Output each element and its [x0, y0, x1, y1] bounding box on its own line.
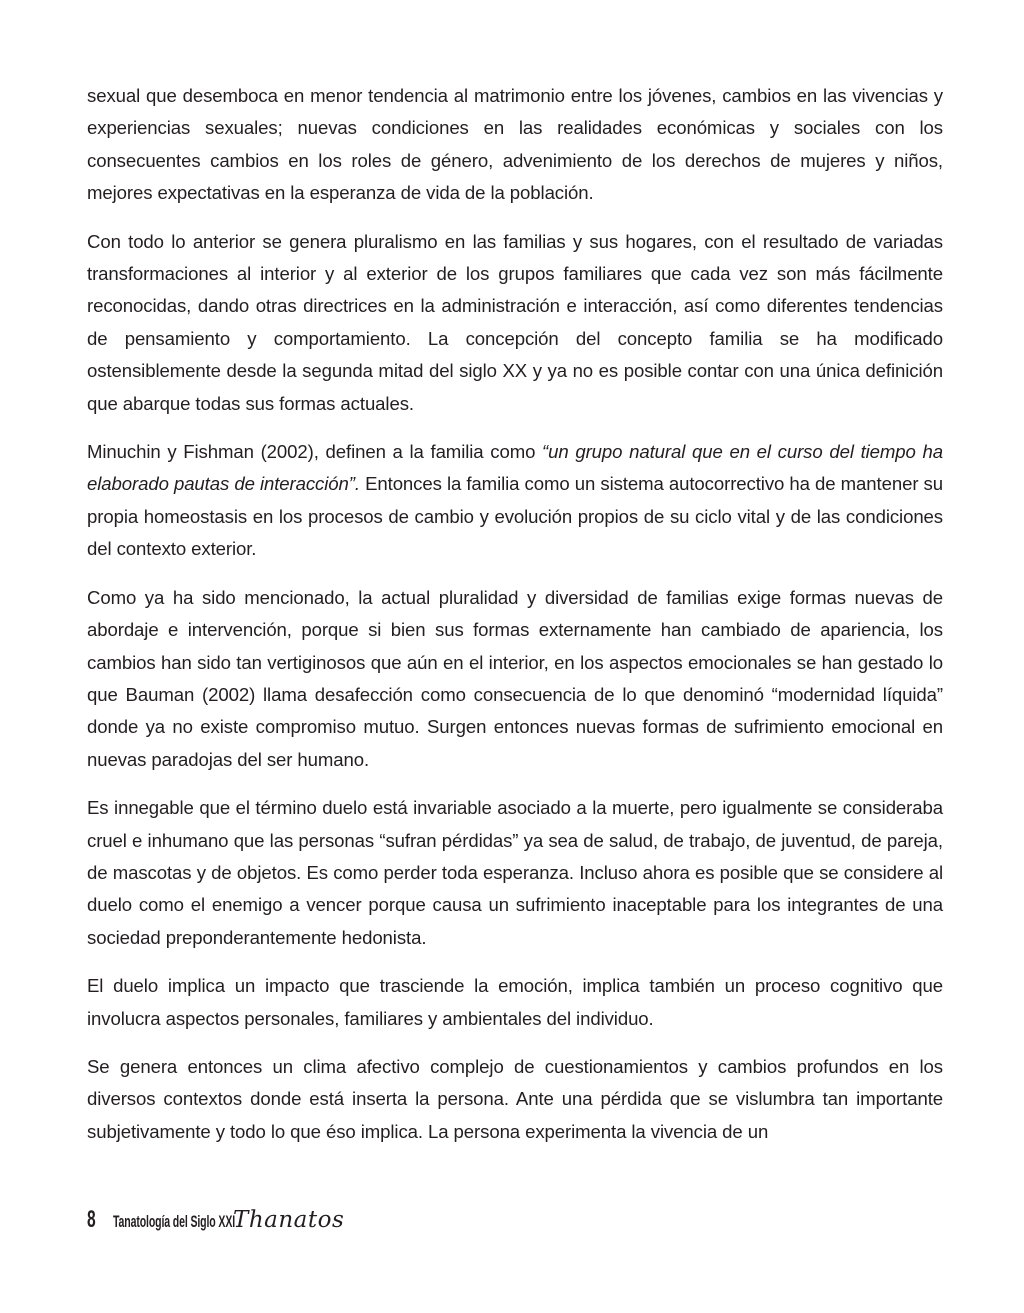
thanatos-logo: Thanatos: [233, 1207, 345, 1233]
paragraph-3-rest: Entonces la familia como un sistema autocorrectivo ha de mantener su propia homeostasis en los procesos de cambio y evolución propios de su ciclo vital y de las condiciones del contexto exterior.: [87, 473, 943, 560]
paragraph-3: [87, 436, 943, 566]
minuchin-quote: “un grupo natural que en el curso del tiempo ha elaborado pautas de interacción”.: [87, 441, 943, 495]
paragraph-2: Con todo lo anterior se genera pluralismo en las familias y sus hogares, con el resultado de variadas transformaciones al interior y al exterior de los grupos familiares que cada vez son más fácilmente reconocidas, dando otras directrices en la administración e interacción, así como diferentes tendencias de pensamiento y comportamiento. La concepción del concepto familia se ha modificado ostensiblemente desde la segunda mitad del siglo XX y ya no es posible contar con una única definición que abarque todas sus formas actuales.: [87, 230, 943, 414]
page-number: 8: [87, 1206, 96, 1233]
paragraph-5: Es innegable que el término duelo está invariable asociado a la muerte, pero igualmente se consideraba cruel e inhumano que las personas “sufran pérdidas” ya sea de salud, de trabajo, de juventud, de pareja, de mascotas y de objetos. Es como perder toda esperanza. Incluso ahora es posible que se considere al duelo como el enemigo a vencer porque causa un sufrimiento inaceptable para los integrantes de una sociedad preponderantemente hedonista.: [87, 797, 943, 948]
page-body: [87, 80, 943, 1164]
paragraph-1: sexual que desemboca en menor tendencia al matrimonio entre los jóvenes, cambios en las vivencias y experiencias sexuales; nuevas condiciones en las realidades económicas y sociales con los consecuentes cambios en los roles de género, advenimiento de los derechos de mujeres y niños, mejores expectativas en la esperanza de vida de la población.: [87, 85, 943, 204]
paragraph-6: El duelo implica un impacto que trasciende la emoción, implica también un proceso cognitivo que involucra aspectos personales, familiares y ambientales del individuo.: [87, 975, 943, 1029]
paragraph-4: Como ya ha sido mencionado, la actual pluralidad y diversidad de familias exige formas nuevas de abordaje e intervención, porque si bien sus formas externamente han cambiado de apariencia, los cambios han sido tan vertiginosos que aún en el interior, en los aspectos emocionales se han gestado lo que Bauman (2002) llama desafección como consecuencia de lo que denominó “modernidad líquida” donde ya no existe compromiso mutuo. Surgen entonces nuevas formas de sufrimiento emocional en nuevas paradojas del ser humano.: [87, 586, 943, 770]
page-footer: [87, 1206, 344, 1234]
series-title: Tanatología del Siglo XXI: [113, 1212, 236, 1231]
paragraph-7: Se genera entonces un clima afectivo complejo de cuestionamientos y cambios profundos en los diversos contextos donde está inserta la persona. Ante una pérdida que se vislumbra tan importante subjetivamente y todo lo que éso implica. La persona experimenta la vivencia de un: [87, 1055, 943, 1142]
paragraph-3-intro: Minuchin y Fishman (2002), definen a la familia como: [87, 441, 543, 463]
